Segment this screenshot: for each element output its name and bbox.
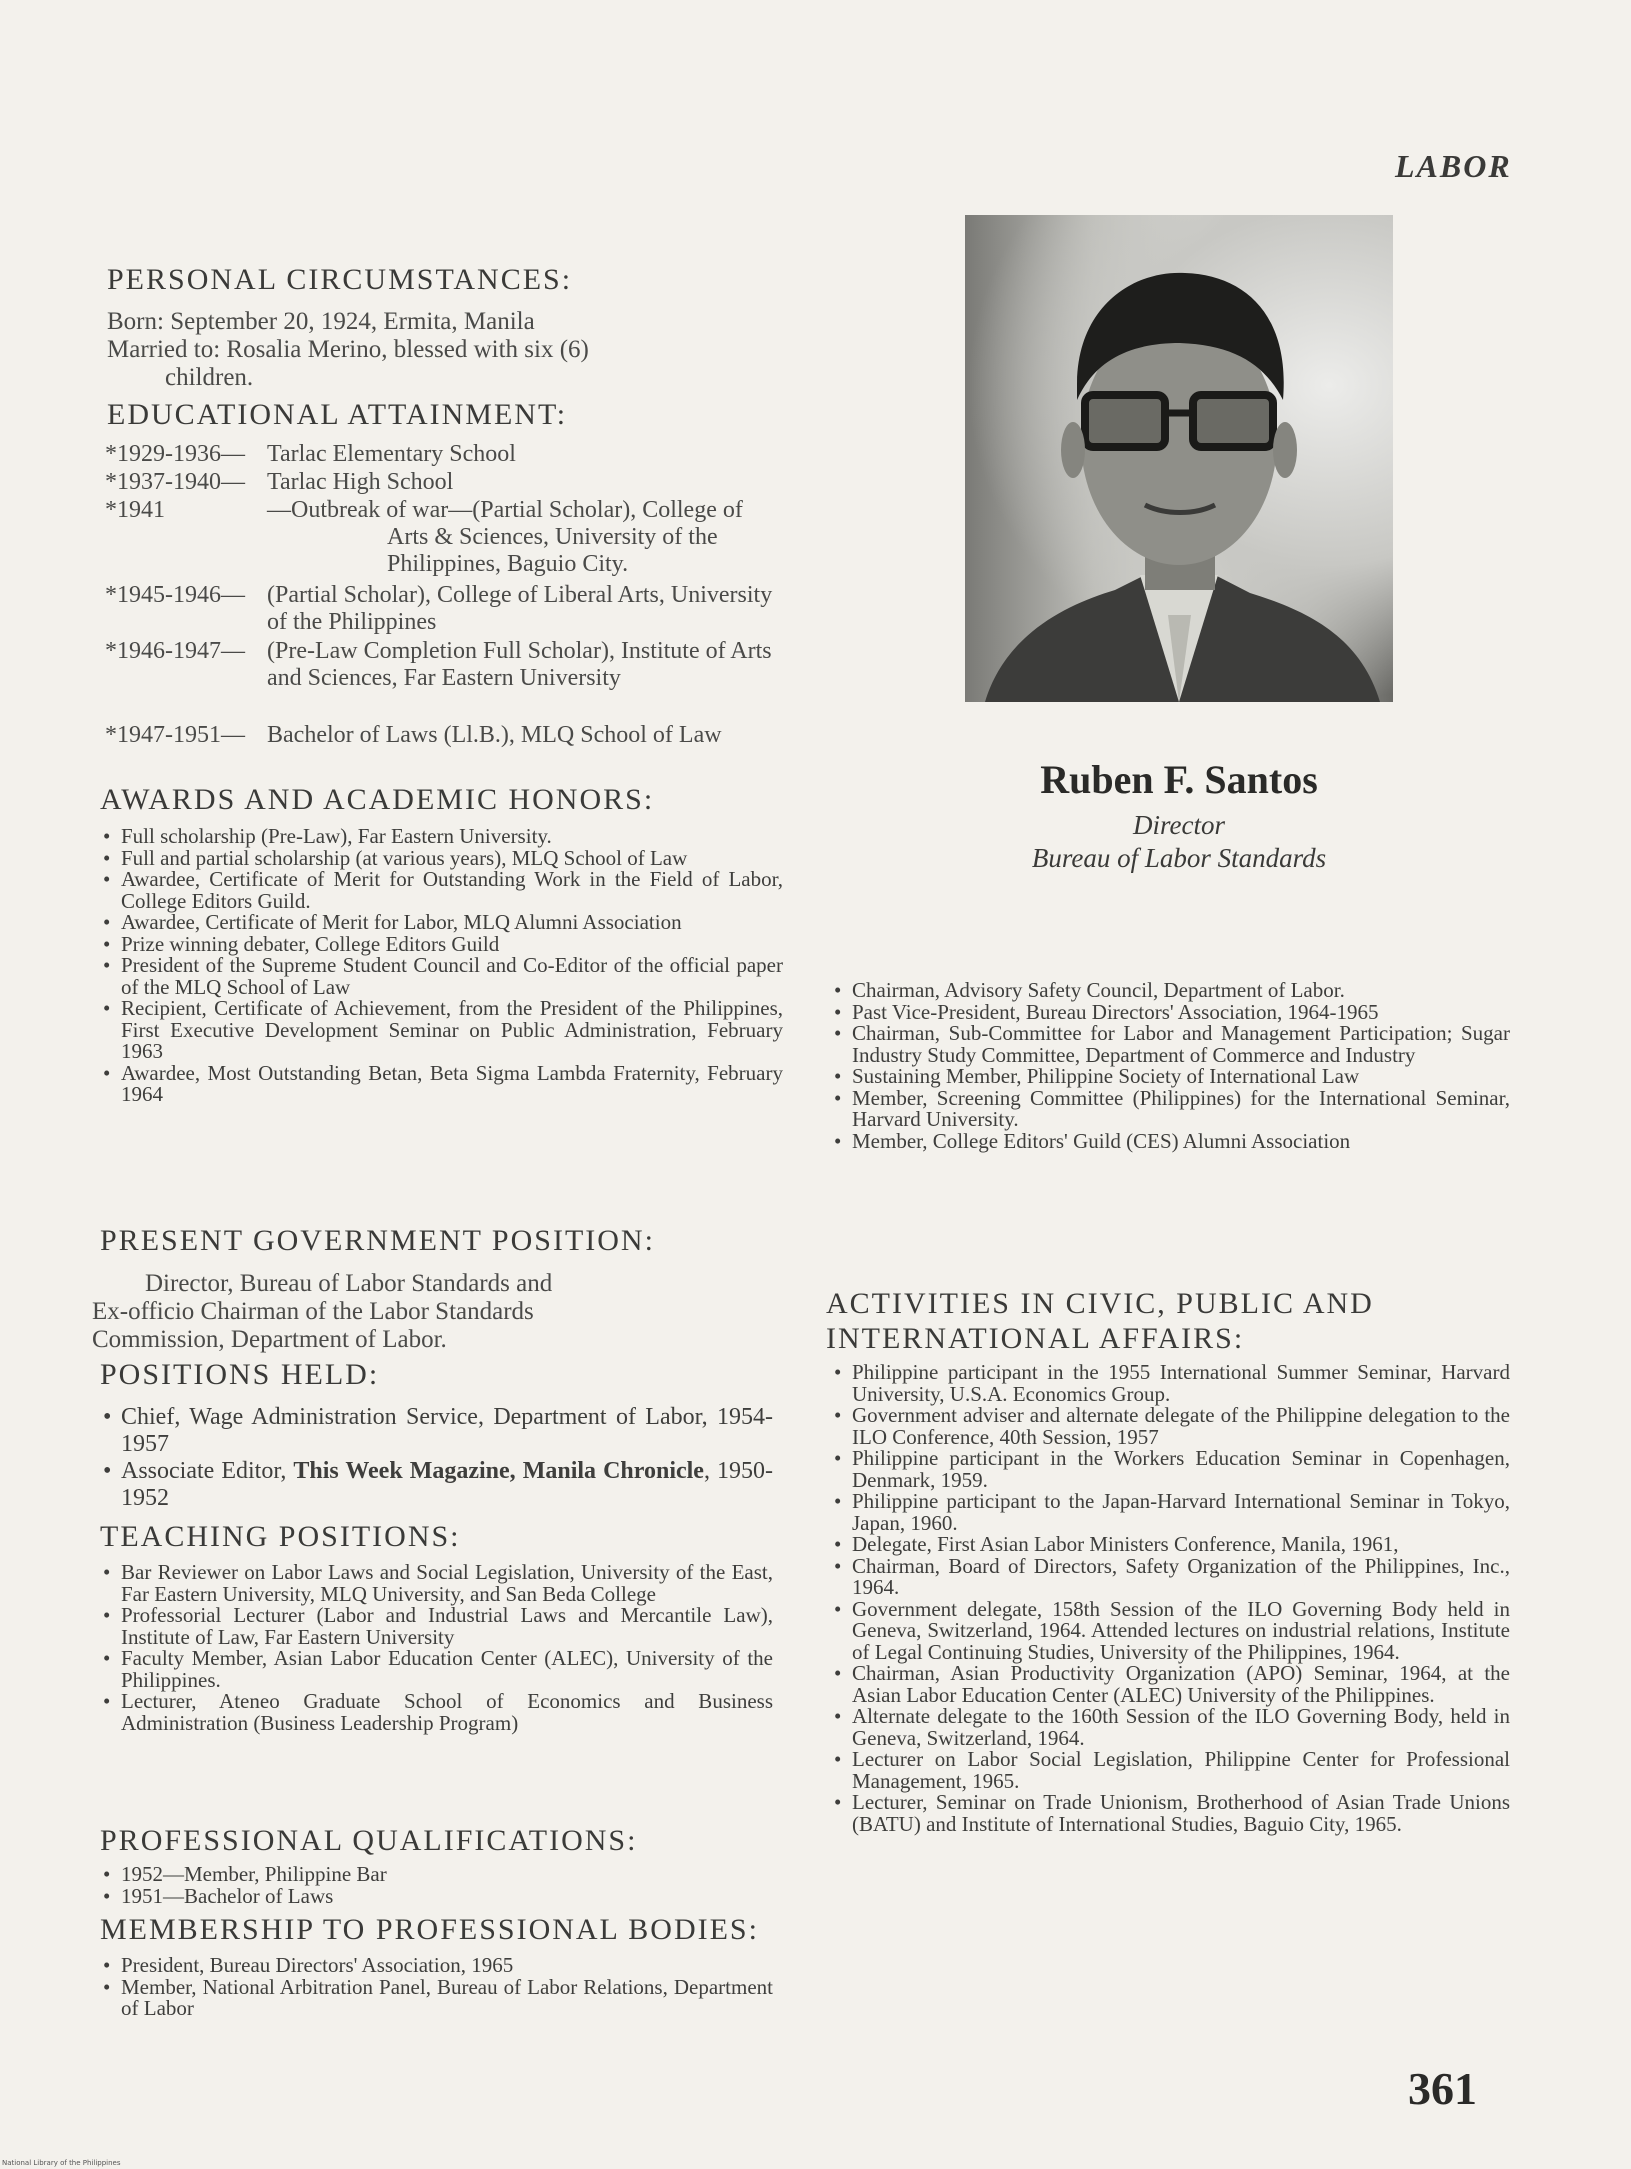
edu-desc: Tarlac High School [267, 469, 454, 495]
list-item: • Delegate, First Asian Labor Ministers Conference, Manila, 1961, [834, 1534, 1510, 1556]
personal-married: Married to: Rosalia Merino, blessed with six (6) [107, 336, 589, 363]
list-item: • Philippine participant to the Japan-Harvard International Seminar in Tokyo, Japan, 1960. [834, 1491, 1510, 1534]
list-item: • Bar Reviewer on Labor Laws and Social Legislation, University of the East, Far Eastern University, MLQ University, and San Beda College [103, 1562, 773, 1605]
edu-row [105, 722, 785, 749]
activities-list [834, 1362, 1510, 1835]
list-item: • Faculty Member, Asian Labor Education Center (ALEC), University of the Philippines. [103, 1648, 773, 1691]
list-item: • 1951—Bachelor of Laws [103, 1886, 773, 1908]
present-position-line: Director, Bureau of Labor Standards and [145, 1270, 553, 1297]
edu-year: *1946-1947— [105, 638, 245, 664]
list-item: • Awardee, Certificate of Merit for Labor, MLQ Alumni Association [103, 912, 783, 934]
heading-activities: ACTIVITIES IN CIVIC, PUBLIC AND [826, 1287, 1374, 1320]
list-item: • Member, Screening Committee (Philippines) for the International Seminar, Harvard University. [834, 1088, 1510, 1131]
list-item: • Chairman, Board of Directors, Safety Organization of the Philippines, Inc., 1964. [834, 1556, 1510, 1599]
list-item: • Philippine participant in the 1955 International Summer Seminar, Harvard University, U.S.A. Economics Group. [834, 1362, 1510, 1405]
heading-education: EDUCATIONAL ATTAINMENT: [107, 398, 568, 431]
list-item: • Full and partial scholarship (at various years), MLQ School of Law [103, 848, 783, 870]
list-item: • Sustaining Member, Philippine Society of International Law [834, 1066, 1510, 1088]
person-name: Ruben F. Santos [1040, 757, 1318, 802]
qualifications-list [103, 1864, 773, 1907]
section-header: LABOR [1395, 148, 1512, 184]
edu-row [105, 582, 785, 636]
person-title: Director [1133, 810, 1225, 840]
list-item: • Chairman, Asian Productivity Organization (APO) Seminar, 1964, at the Asian Labor Education Center (ALEC) University of the Philippines. [834, 1663, 1510, 1706]
list-item: • Prize winning debater, College Editors Guild [103, 934, 783, 956]
edu-year: *1937-1940— [105, 469, 245, 495]
edu-row [105, 441, 785, 468]
list-item: • Chairman, Advisory Safety Council, Department of Labor. [834, 980, 1510, 1002]
list-item: • Awardee, Most Outstanding Betan, Beta Sigma Lambda Fraternity, February 1964 [103, 1063, 783, 1106]
edu-year: *1945-1946— [105, 582, 245, 608]
positions-held-item2-publication: This Week Magazine, Manila Chronicle [293, 1458, 704, 1484]
personal-born: Born: September 20, 1924, Ermita, Manila [107, 308, 535, 335]
person-office: Bureau of Labor Standards [1031, 843, 1327, 873]
list-item: • Awardee, Certificate of Merit for Outstanding Work in the Field of Labor, College Editors Guild. [103, 869, 783, 912]
heading-awards: AWARDS AND ACADEMIC HONORS: [100, 783, 655, 816]
edu-desc: (Partial Scholar), College of Liberal Arts, University of the Philippines [267, 582, 773, 635]
heading-teaching: TEACHING POSITIONS: [100, 1520, 461, 1553]
list-item: • Philippine participant in the Workers Education Seminar in Copenhagen, Denmark, 1959. [834, 1448, 1510, 1491]
membership-list [103, 1955, 773, 2020]
list-item: • Professorial Lecturer (Labor and Industrial Laws and Mercantile Law), Institute of Law, Far Eastern University [103, 1605, 773, 1648]
edu-year: *1941 [105, 497, 165, 523]
footer-note: National Library of the Philippines [2, 2159, 121, 2167]
heading-activities-line2: INTERNATIONAL AFFAIRS: [826, 1322, 1245, 1355]
list-item: • Lecturer, Ateneo Graduate School of Economics and Business Administration (Business Leadership Program) [103, 1691, 773, 1734]
edu-desc: —Outbreak of war—(Partial Scholar), College of Arts & Sciences, University of the Philippines, Baguio City. [267, 497, 743, 577]
heading-personal: PERSONAL CIRCUMSTANCES: [107, 263, 573, 296]
heading-present-position: PRESENT GOVERNMENT POSITION: [100, 1224, 655, 1257]
portrait-photo [965, 215, 1393, 702]
edu-row [105, 497, 785, 578]
list-item: • Lecturer on Labor Social Legislation, Philippine Center for Professional Management, 1965. [834, 1749, 1510, 1792]
present-position-line: Ex-officio Chairman of the Labor Standards [92, 1298, 534, 1325]
list-item: • Lecturer, Seminar on Trade Unionism, Brotherhood of Asian Trade Unions (BATU) and Institute of International Studies, Baguio City, 1965. [834, 1792, 1510, 1835]
heading-positions-held: POSITIONS HELD: [100, 1358, 380, 1391]
membership-cont-list [834, 980, 1510, 1152]
page-number: 361 [1408, 2063, 1477, 2114]
edu-desc: (Pre-Law Completion Full Scholar), Institute of Arts and Sciences, Far Eastern University [267, 638, 772, 691]
list-item: • Member, National Arbitration Panel, Bureau of Labor Relations, Department of Labor [103, 1977, 773, 2020]
list-item: • Full scholarship (Pre-Law), Far Eastern University. [103, 826, 783, 848]
list-item: • President, Bureau Directors' Association, 1965 [103, 1955, 773, 1977]
list-item: • Recipient, Certificate of Achievement, from the President of the Philippines, First Executive Development Seminar on Public Administration, February 1963 [103, 998, 783, 1063]
edu-year: *1947-1951— [105, 722, 245, 748]
heading-membership: MEMBERSHIP TO PROFESSIONAL BODIES: [100, 1913, 759, 1946]
edu-desc: Bachelor of Laws (Ll.B.), MLQ School of Law [267, 722, 722, 748]
present-position-line: Commission, Department of Labor. [92, 1326, 447, 1353]
positions-held-list [103, 1404, 773, 1512]
list-item: • 1952—Member, Philippine Bar [103, 1864, 773, 1886]
personal-children: children. [165, 364, 254, 391]
portrait-figure [965, 215, 1393, 702]
heading-qualifications: PROFESSIONAL QUALIFICATIONS: [100, 1824, 638, 1857]
list-item: • Government delegate, 158th Session of the ILO Governing Body held in Geneva, Switzerland, 1964. Attended lectures on industrial relations, Institute of Legal Continuing Studies, University of the Philippines, 1964. [834, 1599, 1510, 1664]
teaching-list [103, 1562, 773, 1734]
edu-row [105, 638, 785, 692]
list-item: • Government adviser and alternate delegate of the Philippine delegation to the ILO Conference, 40th Session, 1957 [834, 1405, 1510, 1448]
positions-held-item2-post: , 1950-1952 [121, 1458, 773, 1511]
list-item [103, 1458, 773, 1512]
list-item: • Chairman, Sub-Committee for Labor and Management Participation; Sugar Industry Study Committee, Department of Commerce and Industry [834, 1023, 1510, 1066]
edu-row [105, 469, 785, 496]
positions-held-item2-pre: Associate Editor, [121, 1458, 294, 1484]
list-item: • Chief, Wage Administration Service, Department of Labor, 1954-1957 [103, 1404, 773, 1458]
edu-year: *1929-1936— [105, 441, 245, 467]
list-item: • Alternate delegate to the 160th Session of the ILO Governing Body, held in Geneva, Switzerland, 1964. [834, 1706, 1510, 1749]
list-item: • Past Vice-President, Bureau Directors' Association, 1964-1965 [834, 1002, 1510, 1024]
awards-list [103, 826, 783, 1106]
list-item: • Member, College Editors' Guild (CES) Alumni Association [834, 1131, 1510, 1153]
edu-desc: Tarlac Elementary School [267, 441, 516, 467]
list-item: • President of the Supreme Student Council and Co-Editor of the official paper of the MLQ School of Law [103, 955, 783, 998]
